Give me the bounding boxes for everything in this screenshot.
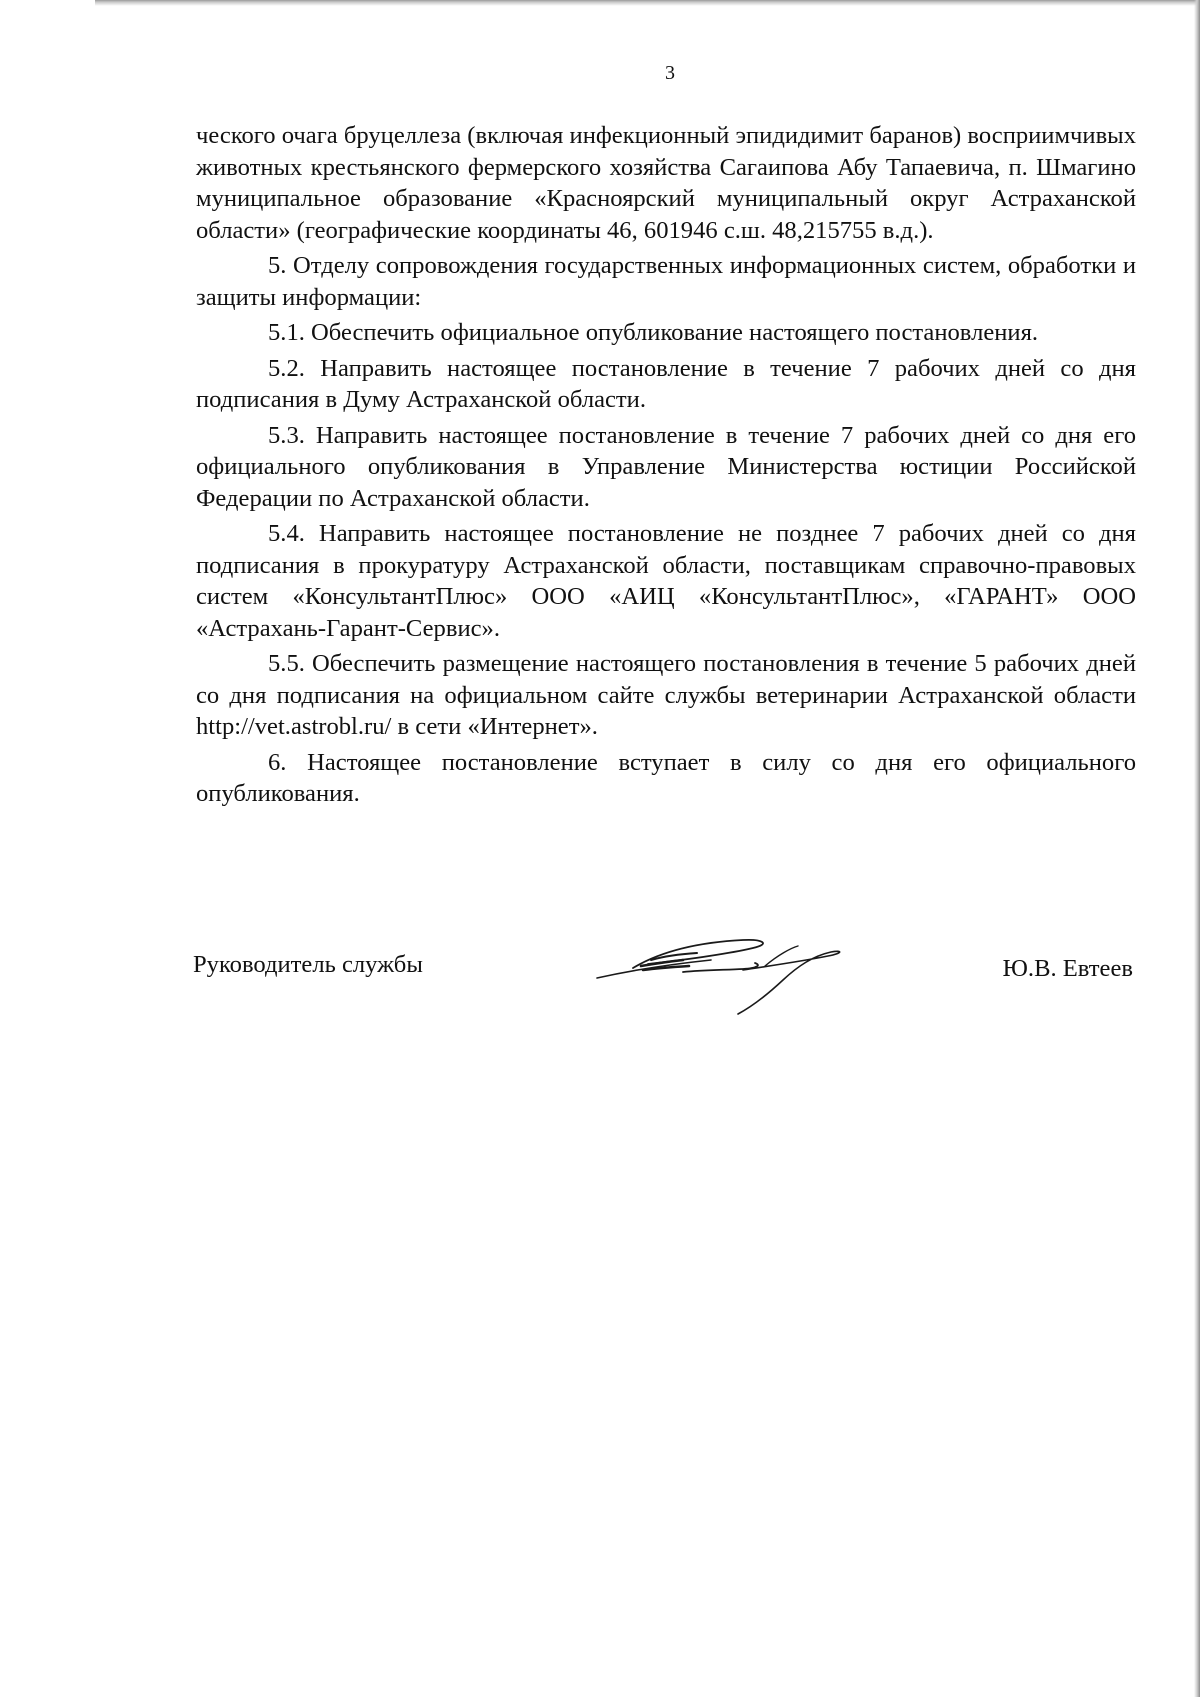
paragraph-item-5-4: 5.4. Направить настоящее постановление не позднее 7 рабочих дней со дня подписания в прокуратуру Астраханской области, поставщикам справочно-правовых систем «КонсультантПлюс» ООО «АИЦ «КонсультантПлюс», «ГАРАНТ» ООО «Астрахань-Гарант-Сервис». xyxy=(196,520,1136,642)
paragraph-item-5-2: 5.2. Направить настоящее постановление в течение 7 рабочих дней со дня подписания в Думу Астраханской области. xyxy=(196,354,1136,413)
signature-block xyxy=(193,945,1133,1015)
signatory-title: Руководитель службы xyxy=(193,951,423,978)
document-body xyxy=(196,120,1136,814)
paragraph-item-5-3: 5.3. Направить настоящее постановление в течение 7 рабочих дней со дня его официального опубликования в Управление Министерства юстиции Российской Федерации по Астраханской области. xyxy=(196,421,1136,512)
paragraph-item-6: 6. Настоящее постановление вступает в силу со дня его официального опубликования. xyxy=(196,748,1136,807)
handwritten-signature xyxy=(593,920,863,1015)
paragraph-item-5: 5. Отделу сопровождения государственных информационных систем, обработки и защиты информации: xyxy=(196,252,1136,311)
page-number: 3 xyxy=(665,62,675,84)
signatory-name: Ю.В. Евтеев xyxy=(1002,955,1133,982)
paragraph-item-5-5: 5.5. Обеспечить размещение настоящего постановления в течение 5 рабочих дней со дня подписания на официальном сайте службы ветеринарии Астраханской области http://vet.astrobl.ru/ в сети «Интернет». xyxy=(196,650,1136,740)
paragraph-continuation: ческого очага бруцеллеза (включая инфекционный эпидидимит баранов) восприимчивых животных крестьянского фермерского хозяйства Сагаипова Абу Тапаевича, п. Шмагино муниципальное образование «Красноярский муниципальный округ Астраханской области» (географические координаты 46, 601946 с.ш. 48,215755 в.д.). xyxy=(196,122,1136,244)
scan-edge-right xyxy=(1194,0,1200,1697)
scan-edge-top xyxy=(95,0,1200,6)
paragraph-item-5-1: 5.1. Обеспечить официальное опубликование настоящего постановления. xyxy=(268,319,1039,346)
